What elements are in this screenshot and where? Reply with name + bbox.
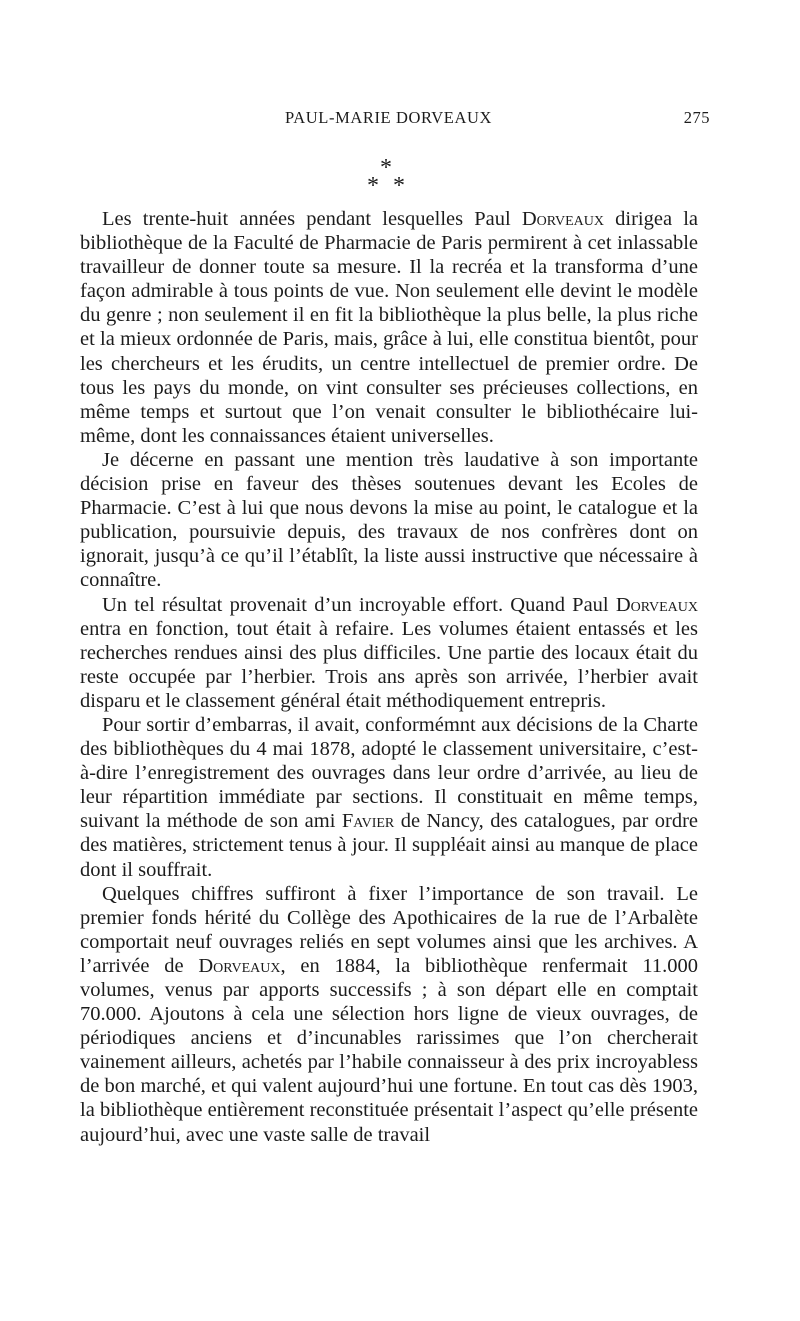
asterism-star-top: * — [380, 155, 392, 181]
asterism-separator — [360, 150, 420, 199]
paragraph-4-text-b: de Nancy, des catalogues, par ordre des matières, strictement tenus à jour. Il suppléait ainsi au manque de place dont il souffrait. — [80, 810, 698, 881]
surname-dorveaux: Dorveaux — [521, 208, 604, 230]
body-text — [80, 207, 698, 1147]
paragraph-5 — [80, 882, 698, 1147]
paragraph-2-text: Je décerne en passant une mention très laudative à son importante décision prise en faveur des thèses soutenues devant les Ecoles de Pharmacie. C’est à lui que nous devons la mise au point, le catalogue et la publication, poursuivie depuis, des travaux de nos confrères dont on ignorait, jusqu’à ce qu’il l’établît, la liste aussi instructive que nécessaire à connaître. — [80, 448, 698, 592]
surname-dorveaux: Dorveaux — [198, 954, 281, 977]
paragraph-5-text-b: , en 1884, la bibliothèque renfermait 11.000 volumes, venus par apports successifs ; à son départ elle en comptait 70.000. Ajoutons à cela une sélection hors ligne de vieux ouvrages, de périodiques anciens et d’incunables rarissimes que l’on chercherait vainement ailleurs, achetés par l’habile connaisseur à des prix incroyabless de bon marché, et qui valent aujourd’hui une fortune. En tout cas dès 1903, la bibliothèque entièrement reconstituée présentait l’aspect qu’elle présente aujourd’hui, avec une vaste salle de travail — [80, 954, 698, 1146]
paragraph-1 — [80, 207, 698, 448]
running-title: PAUL-MARIE DORVEAUX — [285, 108, 493, 127]
page-number: 275 — [683, 108, 710, 127]
paragraph-4-text-a: Pour sortir d’embarras, il avait, conformémnt aux décisions de la Charte des bibliothèques du 4 mai 1878, adopté le classement universitaire, c’est-à-dire l’enregistrement des ouvrages dans leur ordre d’arrivée, au lieu de leur répartition immédiate par sections. Il constituait en même temps, suivant la méthode de son ami — [80, 713, 698, 833]
paragraph-1-text-b: dirigea la bibliothèque de la Faculté de Pharmacie de Paris permirent à cet inlassable travailleur de donner toute sa mesure. Il la recréa et la transforma d’une façon admirable à tous points de vue. Non seulement elle devint le modèle du genre ; non seulement il en fit la bibliothèque la plus belle, la plus riche et la mieux ordonnée de Paris, mais, grâce à lui, elle constitua bientôt, pour les chercheurs et les érudits, un centre intellectuel de premier ordre. De tous les pays du monde, on vint consulter ses précieuses collections, en même temps et surtout que l’on venait consulter le bibliothécaire lui-même, dont les connaissances étaient universelles. — [80, 208, 698, 447]
surname-dorveaux: Dorveaux — [615, 593, 698, 616]
asterism-star-right: * — [393, 173, 405, 199]
paragraph-1-text-a: Les trente-huit années pendant lesquelles Paul — [102, 208, 522, 230]
paragraph-3-text-b: entra en fonction, tout était à refaire. Les volumes étaient entassés et les recherches rendues ainsi des plus difficiles. Une partie des locaux était du reste occupée par l’herbier. Trois ans après son arrivée, l’herbier avait disparu et le classement général était méthodiquement entrepris. — [80, 617, 698, 712]
running-head — [80, 108, 710, 132]
paragraph-3-text-a: Un tel résultat provenait d’un incroyable effort. Quand Paul — [102, 593, 616, 616]
paragraph-5-text-a: Quelques chiffres suffiront à fixer l’importance de son travail. Le premier fonds hérité du Collège des Apothicaires de la rue de l’Arbalète comportait neuf ouvrages reliés en sept volumes ainsi que les archives. A l’arrivée de — [80, 882, 698, 977]
paragraph-3 — [80, 593, 698, 713]
surname-favier: Favier — [341, 810, 395, 833]
asterism-star-left: * — [367, 173, 379, 199]
paragraph-2 — [80, 448, 698, 593]
paragraph-4 — [80, 713, 698, 882]
